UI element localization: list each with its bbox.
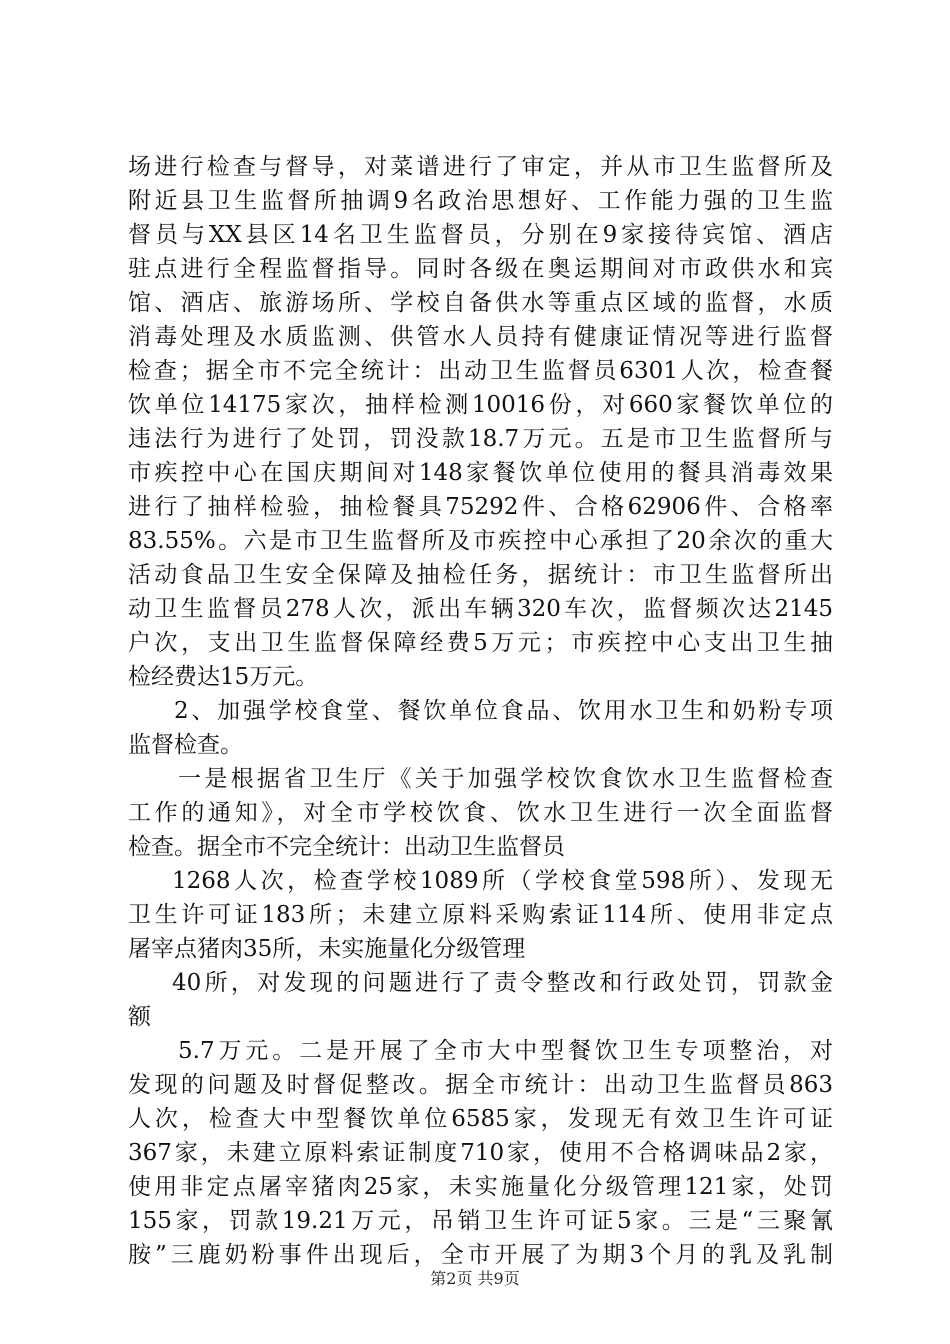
text-line: 检查；据全市不完全统计：出动卫生监督员6301人次，检查餐 bbox=[128, 358, 833, 384]
text-line: 胺”三鹿奶粉事件出现后，全市开展了为期3个月的乳及乳制 bbox=[128, 1242, 833, 1268]
text-line: 检查。据全市不完全统计：出动卫生监督员 bbox=[128, 834, 565, 860]
text-line: 155家，罚款19.21万元，吊销卫生许可证5家。三是“三聚氰 bbox=[128, 1208, 833, 1234]
text-line: 活动食品卫生安全保障及抽检任务，据统计：市卫生监督所出 bbox=[128, 562, 833, 588]
text-line: 2、加强学校食堂、餐饮单位食品、饮用水卫生和奶粉专项 bbox=[174, 698, 833, 724]
text-line: 附近县卫生监督所抽调9名政治思想好、工作能力强的卫生监 bbox=[128, 188, 833, 214]
text-line: 市疾控中心在国庆期间对148家餐饮单位使用的餐具消毒效果 bbox=[128, 460, 833, 486]
text-line: 367家，未建立原料索证制度710家，使用不合格调味品2家， bbox=[128, 1140, 833, 1166]
text-line: 1268人次，检查学校1089所（学校食堂598所）、发现无 bbox=[172, 868, 833, 894]
text-line: 消毒处理及水质监测、供管水人员持有健康证情况等进行监督 bbox=[128, 324, 833, 350]
text-line: 一是根据省卫生厅《关于加强学校饮食饮水卫生监督检查 bbox=[178, 766, 833, 792]
text-line: 户次，支出卫生监督保障经费5万元；市疾控中心支出卫生抽 bbox=[128, 630, 833, 656]
text-line: 馆、酒店、旅游场所、学校自备供水等重点区域的监督，水质 bbox=[128, 290, 833, 316]
text-line: 动卫生监督员278人次，派出车辆320车次，监督频次达2145 bbox=[128, 596, 833, 622]
page-footer: 第2页 共9页 bbox=[430, 1269, 520, 1288]
text-line: 驻点进行全程监督指导。同时各级在奥运期间对市政供水和宾 bbox=[128, 256, 833, 282]
text-line: 检经费达15万元。 bbox=[128, 664, 319, 690]
text-line: 5.7万元。二是开展了全市大中型餐饮卫生专项整治，对 bbox=[178, 1038, 833, 1064]
text-line: 额 bbox=[128, 1004, 151, 1030]
text-line: 屠宰点猪肉35所，未实施量化分级管理 bbox=[128, 936, 526, 962]
text-line: 83.55%。六是市卫生监督所及市疾控中心承担了20余次的重大 bbox=[128, 528, 833, 554]
text-line: 卫生许可证183所；未建立原料采购索证114所、使用非定点 bbox=[128, 902, 833, 928]
text-line: 工作的通知》，对全市学校饮食、饮水卫生进行一次全面监督 bbox=[128, 800, 833, 826]
text-line: 人次，检查大中型餐饮单位6585家，发现无有效卫生许可证 bbox=[128, 1106, 833, 1132]
text-line: 督员与XX县区14名卫生监督员，分别在9家接待宾馆、酒店 bbox=[128, 222, 833, 248]
text-line: 场进行检查与督导，对菜谱进行了审定，并从市卫生监督所及 bbox=[128, 154, 833, 180]
text-line: 使用非定点屠宰猪肉25家，未实施量化分级管理121家，处罚 bbox=[128, 1174, 833, 1200]
text-line: 40所，对发现的问题进行了责令整改和行政处罚，罚款金 bbox=[172, 970, 833, 996]
text-line: 违法行为进行了处罚，罚没款18.7万元。五是市卫生监督所与 bbox=[128, 426, 833, 452]
text-line: 发现的问题及时督促整改。据全市统计：出动卫生监督员863 bbox=[128, 1072, 833, 1098]
text-line: 饮单位14175家次，抽样检测10016份，对660家餐饮单位的 bbox=[128, 392, 833, 418]
text-line: 监督检查。 bbox=[128, 732, 243, 758]
document-body bbox=[128, 150, 833, 1272]
text-line: 进行了抽样检验，抽检餐具75292件、合格62906件、合格率 bbox=[128, 494, 833, 520]
